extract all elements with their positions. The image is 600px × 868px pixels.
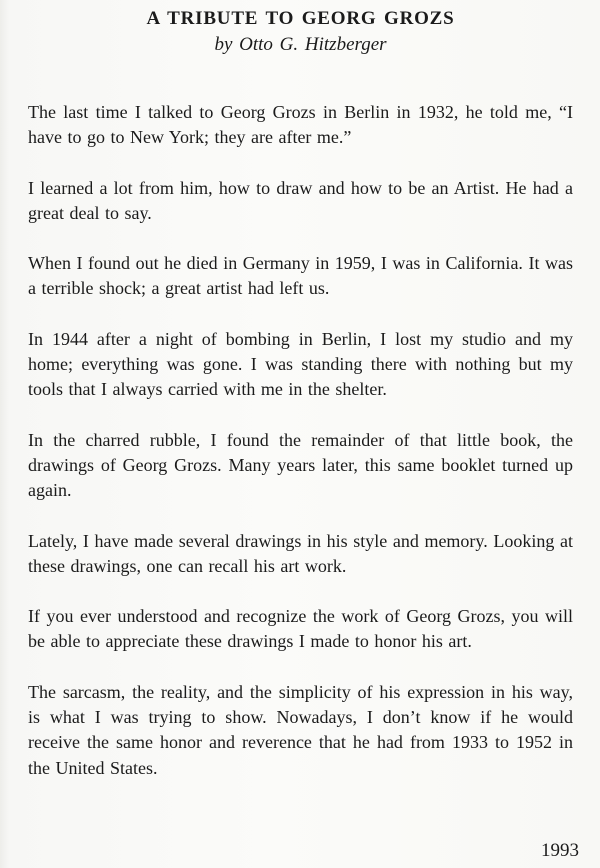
paragraph-7: If you ever understood and recognize the work of Georg Grozs, you will be able to appreciate these drawings I made to honor his art. bbox=[28, 606, 573, 652]
paragraph-4: In 1944 after a night of bombing in Berlin, I lost my studio and my home; everything was gone. I was standing there with nothing but my tools that I always carried with me in the shelter. bbox=[28, 328, 573, 400]
paragraph-5: In the charred rubble, I found the remainder of that little book, the drawings of Georg Grozs. Many years later, this same booklet turned up again. bbox=[28, 429, 573, 501]
paragraph-2: I learned a lot from him, how to draw and how to be an Artist. He had a great deal to say. bbox=[28, 177, 573, 223]
paragraph-6: Lately, I have made several drawings in his style and memory. Looking at these drawings, one can recall his art work. bbox=[28, 530, 573, 576]
paragraph-3: When I found out he died in Germany in 1959, I was in California. It was a terrible shock; a great artist had left us. bbox=[28, 253, 573, 299]
paragraph-1: The last time I talked to Georg Grozs in Berlin in 1932, he told me, “I have to go to New York; they are after me.” bbox=[28, 102, 573, 148]
page-title: A TRIBUTE TO GEORG GROZS bbox=[146, 8, 455, 29]
byline: by Otto G. Hitzberger bbox=[214, 34, 387, 55]
year-label: 1993 bbox=[541, 840, 579, 861]
document-header bbox=[28, 7, 573, 56]
paragraph-8: The sarcasm, the reality, and the simplicity of his expression in his way, is what I was trying to show. Nowadays, I don’t know if he would receive the same honor and reverence that he had from 1933 to 1952 in the United States. bbox=[28, 681, 573, 778]
article-body bbox=[28, 100, 573, 781]
